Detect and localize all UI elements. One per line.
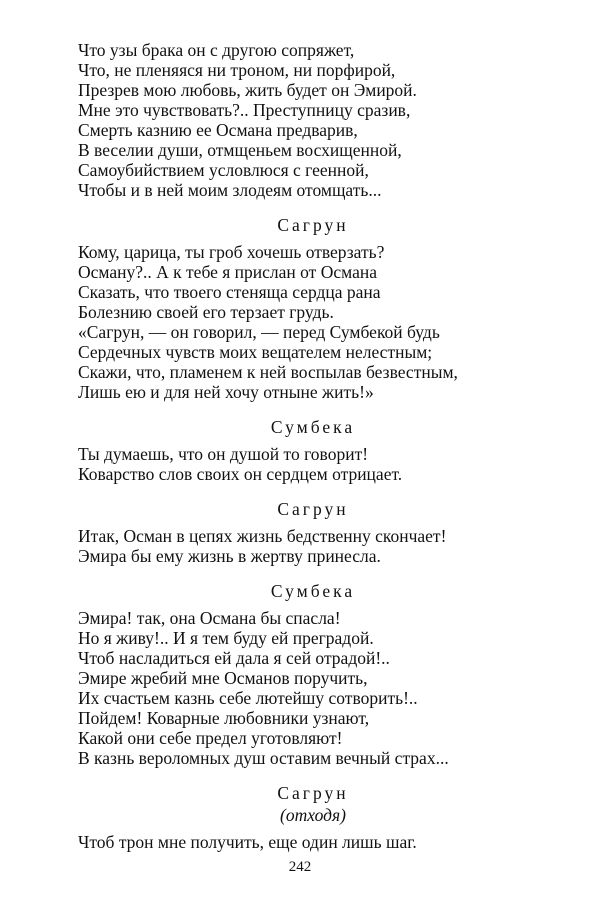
verse-line: Кому, царица, ты гроб хочешь отверзать?: [78, 242, 385, 262]
verse-line: Что узы брака он с другою сопряжет,: [78, 40, 355, 60]
verse-line: Но я живу!.. И я тем буду ей преградой.: [78, 628, 374, 648]
verse-line: В казнь вероломных душ оставим вечный страх...: [78, 748, 449, 768]
page-number: 242: [288, 859, 312, 875]
verse-line: Эмира! так, она Османа бы спасла!: [78, 608, 341, 628]
stanza-2: [78, 242, 548, 402]
stanza-4: [78, 526, 548, 566]
verse-line: Лишь ею и для ней хочу отныне жить!»: [78, 382, 374, 402]
verse-line: Мне это чувствовать?.. Преступницу сразив,: [78, 100, 411, 120]
stanza-5: [78, 608, 548, 768]
verse-line: «Сагрун, — он говорил, — перед Сумбекой будь: [78, 322, 440, 342]
speaker-name: Сагрун: [277, 215, 349, 235]
verse-line: Презрев мою любовь, жить будет он Эмирой.: [78, 80, 417, 100]
verse-line: В веселии души, отмщеньем восхищенной,: [78, 140, 402, 160]
verse-line: Самоубийствием условлюся с геенной,: [78, 160, 369, 180]
speaker-name: Сагрун: [277, 499, 349, 519]
verse-line: Эмире жребий мне Османов поручить,: [78, 668, 368, 688]
speaker-name: Сумбека: [270, 417, 356, 437]
verse-line: Чтобы и в ней моим злодеям отомщать...: [78, 180, 382, 200]
verse-line: Сказать, что твоего стеняща сердца рана: [78, 282, 381, 302]
verse-line: Итак, Осман в цепях жизнь бедственну скончает!: [78, 526, 447, 546]
verse-line: Скажи, что, пламенем к ней воспылав безвестным,: [78, 362, 458, 382]
speaker-name: Сагрун: [277, 783, 349, 803]
stanza-3: [78, 444, 548, 484]
verse-line: Коварство слов своих он сердцем отрицает.: [78, 464, 403, 484]
verse-line: Болезнию своей его терзает грудь.: [78, 302, 334, 322]
verse-line: Что, не пленяяся ни троном, ни порфирой,: [78, 60, 396, 80]
stanza-1: [78, 40, 548, 200]
speaker-name: Сумбека: [270, 581, 356, 601]
stanza-6: [78, 832, 548, 852]
verse-line: Смерть казнию ее Османа предварив,: [78, 120, 358, 140]
verse-line: Эмира бы ему жизнь в жертву принесла.: [78, 546, 381, 566]
verse-line: Ты думаешь, что он душой то говорит!: [78, 444, 369, 464]
verse-line: Какой они себе предел уготовляют!: [78, 728, 343, 748]
verse-line: Чтоб насладиться ей дала я сей отрадой!..: [78, 648, 390, 668]
verse-line: Чтоб трон мне получить, еще один лишь шаг.: [78, 832, 417, 852]
verse-line: Сердечных чувств моих вещателем нелестным;: [78, 342, 433, 362]
verse-line: Осману?.. А к тебе я прислан от Османа: [78, 262, 377, 282]
verse-line: Пойдем! Коварные любовники узнают,: [78, 708, 370, 728]
page-body: [78, 40, 548, 852]
stage-direction: (отходя): [280, 805, 346, 825]
verse-line: Их счастьем казнь себе лютейшу сотворить!..: [78, 688, 418, 708]
